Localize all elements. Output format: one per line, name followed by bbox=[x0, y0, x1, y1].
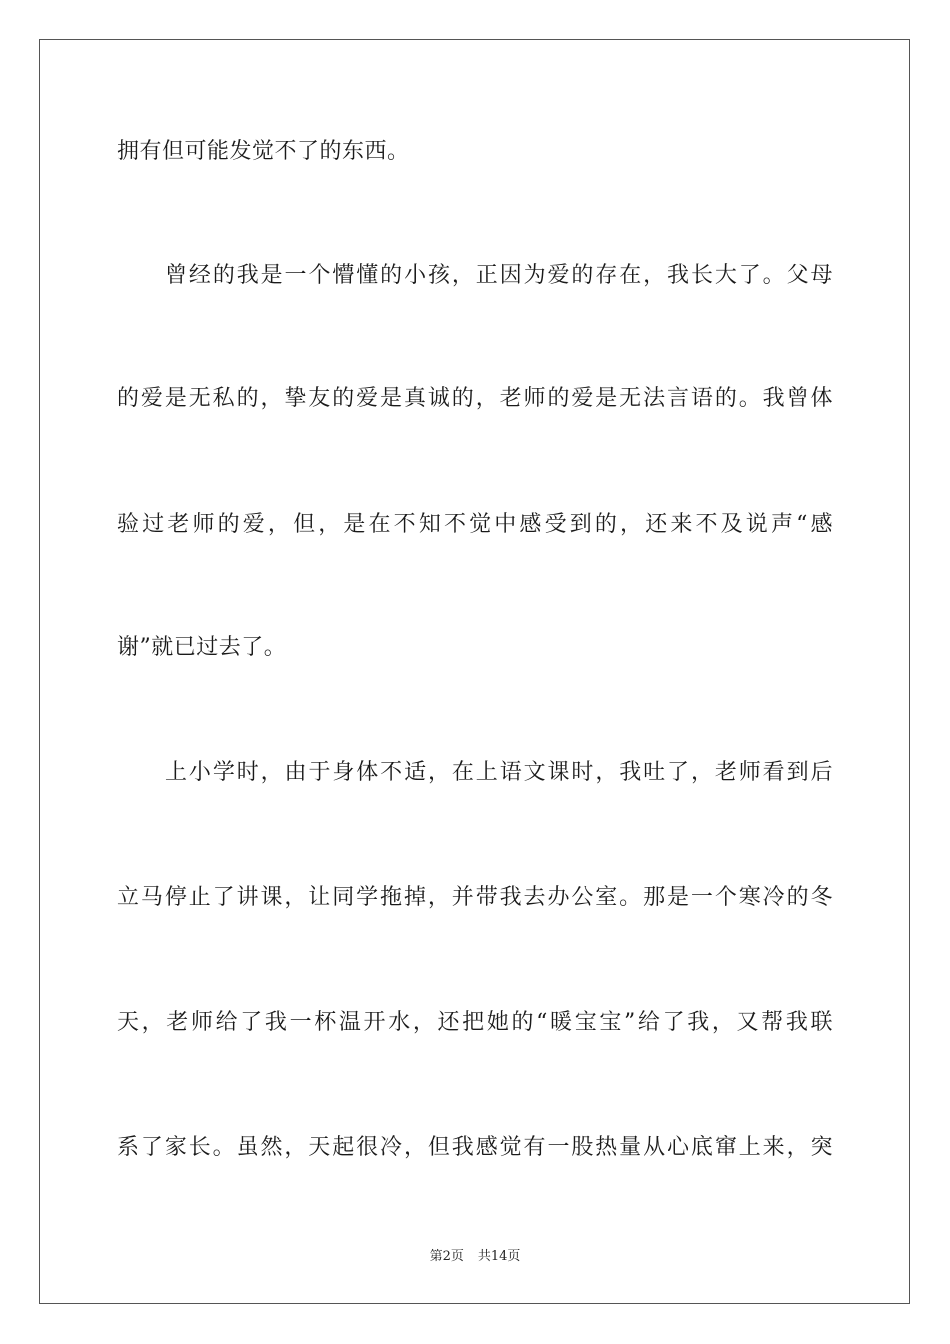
page-footer bbox=[0, 1248, 950, 1266]
page-border bbox=[39, 39, 910, 1304]
text-line-5: 谢”就已过去了。 bbox=[117, 635, 287, 660]
text-line-4: 验过老师的爱，但，是在不知不觉中感受到的，还来不及说声“感 bbox=[117, 512, 833, 537]
page-number: 第2页 bbox=[429, 1249, 464, 1264]
text-line-8: 天，老师给了我一杯温开水，还把她的“暖宝宝”给了我，又帮我联 bbox=[117, 1010, 833, 1035]
text-line-2: 曾经的我是一个懵懂的小孩，正因为爱的存在，我长大了。父母 bbox=[165, 263, 833, 288]
text-line-9: 系了家长。虽然，天起很冷，但我感觉有一股热量从心底窜上来，突 bbox=[117, 1135, 833, 1160]
text-line-7: 立马停止了讲课，让同学拖掉，并带我去办公室。那是一个寒冷的冬 bbox=[117, 885, 833, 910]
text-line-6: 上小学时，由于身体不适，在上语文课时，我吐了，老师看到后 bbox=[165, 760, 833, 785]
page-total: 共14页 bbox=[477, 1249, 521, 1264]
text-line-3: 的爱是无私的，挚友的爱是真诚的，老师的爱是无法言语的。我曾体 bbox=[117, 386, 833, 411]
text-line-1: 拥有但可能发觉不了的东西。 bbox=[117, 139, 410, 164]
